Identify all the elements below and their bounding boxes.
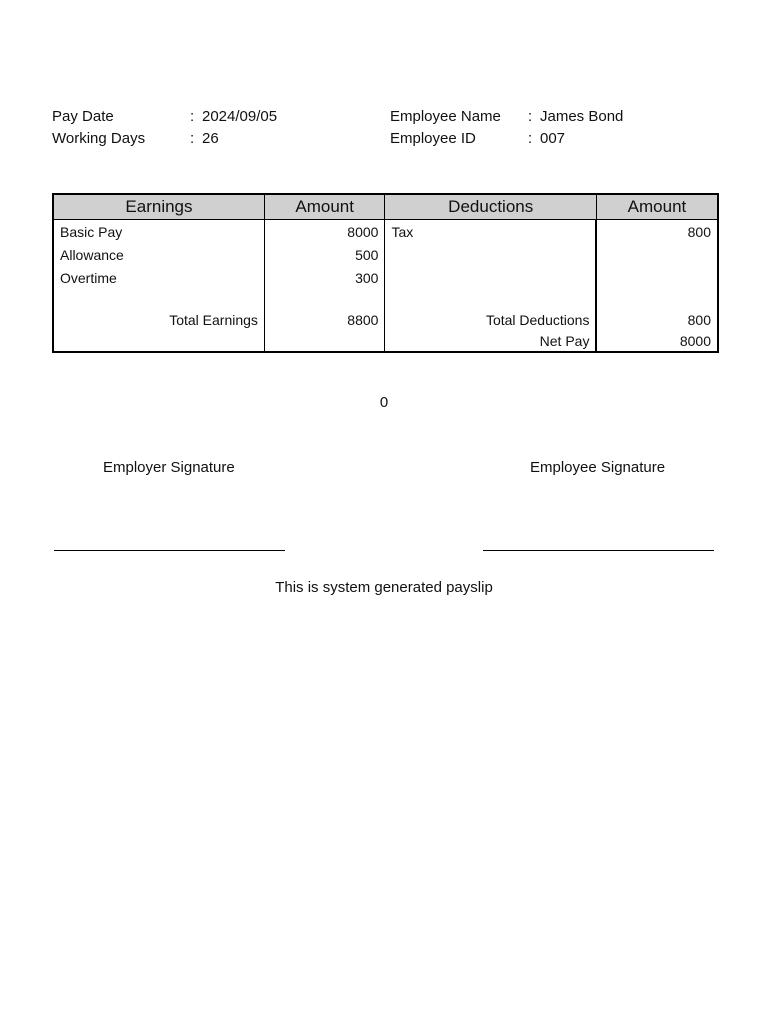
payslip-info-right <box>390 106 623 150</box>
total-earnings-amount: 8800 <box>264 309 385 331</box>
pay-date-label: Pay Date <box>52 108 114 125</box>
separator: : <box>528 108 533 125</box>
earning-label: Basic Pay <box>53 220 264 244</box>
center-value: 0 <box>379 394 389 411</box>
employee-signature-label: Employee Signature <box>530 459 666 476</box>
earning-amount: 500 <box>264 243 385 266</box>
deduction-label-empty <box>385 266 597 289</box>
deduction-amount-empty <box>596 243 718 266</box>
total-earnings-label: Total Earnings <box>53 309 264 331</box>
total-deductions-label: Total Deductions <box>385 309 597 331</box>
deduction-label: Tax <box>385 220 597 244</box>
employer-signature-line <box>54 550 285 551</box>
employee-id-row <box>390 128 623 150</box>
separator: : <box>190 108 195 125</box>
deduction-amount-empty <box>596 266 718 289</box>
earnings-amount-header: Amount <box>264 194 385 220</box>
separator: : <box>528 130 533 147</box>
employee-id-label: Employee ID <box>390 130 476 147</box>
earning-label: Allowance <box>53 243 264 266</box>
deductions-header: Deductions <box>385 194 597 220</box>
employee-name-row <box>390 106 623 128</box>
employer-signature-label: Employer Signature <box>103 459 235 476</box>
total-deductions-amount: 800 <box>687 312 711 328</box>
earning-amount: 8000 <box>264 220 385 244</box>
working-days-label: Working Days <box>52 130 146 147</box>
employee-name-value: James Bond <box>540 108 624 125</box>
payslip-info-left <box>52 106 277 150</box>
table-row <box>53 266 718 289</box>
earning-amount: 300 <box>264 266 385 289</box>
totals-row <box>53 309 718 331</box>
net-pay-amount: 8000 <box>679 333 711 349</box>
earning-label: Overtime <box>53 266 264 289</box>
separator: : <box>190 130 195 147</box>
working-days-value: 26 <box>202 130 219 147</box>
employee-name-label: Employee Name <box>390 108 501 125</box>
payslip-table <box>52 193 719 353</box>
pay-date-row <box>52 106 277 128</box>
pay-date-value: 2024/09/05 <box>202 108 278 125</box>
footer-note: This is system generated payslip <box>275 579 493 596</box>
table-spacer-row <box>53 289 718 309</box>
deduction-label-empty <box>385 243 597 266</box>
net-pay-row <box>53 331 718 352</box>
table-row <box>53 220 718 244</box>
earnings-header: Earnings <box>53 194 264 220</box>
employee-id-value: 007 <box>540 130 566 147</box>
working-days-row <box>52 128 277 150</box>
table-row <box>53 243 718 266</box>
deduction-amount: 800 <box>687 223 711 240</box>
deductions-amount-header: Amount <box>596 194 718 220</box>
employee-signature-line <box>483 550 714 551</box>
table-header-row <box>53 194 718 220</box>
net-pay-label: Net Pay <box>385 331 597 352</box>
